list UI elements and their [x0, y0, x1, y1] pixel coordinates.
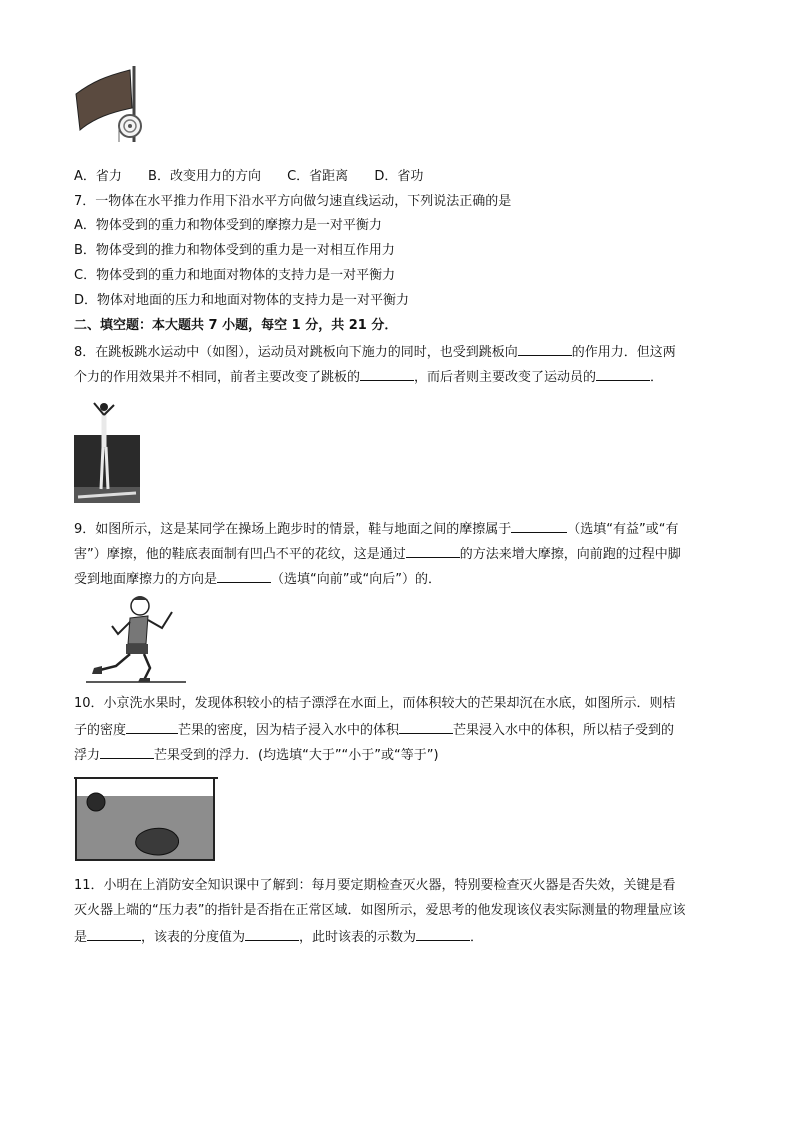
answer-blank[interactable]	[416, 926, 470, 941]
answer-blank[interactable]	[596, 366, 650, 381]
section-heading: 二、填空题：本大题共 7 小题，每空 1 分，共 21 分．	[74, 318, 398, 333]
mango	[136, 828, 179, 855]
q6-options	[74, 167, 445, 187]
q10-text: 子的密度	[74, 723, 127, 738]
q10-line-2	[74, 719, 674, 741]
q6-option-c: C．省距离	[287, 169, 349, 184]
q8-text: 个力的作用效果并不相同，前者主要改变了跳板的	[74, 370, 361, 385]
answer-blank[interactable]	[511, 518, 567, 533]
orange	[87, 793, 105, 811]
q11-text: ．	[470, 930, 484, 945]
diver-photo	[74, 397, 140, 503]
q10-line-1: 10．小京洗水果时，发现体积较小的桔子漂浮在水面上，而体积较大的芒果却沉在水底，如图所示．则桔	[74, 696, 676, 711]
q8-line-2	[74, 366, 663, 388]
q11-line-1: 11．小明在上消防安全知识课中了解到：每月要定期检查灭火器，特别要检查灭火器是否失效，关键是看	[74, 878, 676, 893]
q10-text: 浮力	[74, 748, 101, 763]
q9-line-3	[74, 568, 441, 590]
q9-text: 受到地面摩擦力的方向是	[74, 572, 218, 587]
answer-blank[interactable]	[100, 744, 154, 759]
q7-stem: 7．一物体在水平推力作用下沿水平方向做匀速直线运动，下列说法正确的是	[74, 194, 512, 209]
q8-text: ，而后者则主要改变了运动员的	[414, 370, 597, 385]
answer-blank[interactable]	[245, 926, 299, 941]
q10-text: 芒果浸入水中的体积，所以桔子受到的	[453, 723, 675, 738]
runner-figure	[86, 590, 186, 686]
q8-text: ．	[650, 370, 664, 385]
q7-option-d: D．物体对地面的压力和地面对物体的支持力是一对平衡力	[74, 293, 410, 308]
answer-blank[interactable]	[126, 719, 178, 734]
q9-text: 的方法来增大摩擦，向前跑的过程中脚	[459, 547, 681, 562]
q9-line-1	[74, 518, 679, 540]
q10-line-3	[74, 744, 439, 766]
q9-text: （选填“向前”或“向后”）的．	[271, 572, 441, 587]
answer-blank[interactable]	[87, 926, 141, 941]
answer-blank[interactable]	[399, 719, 453, 734]
answer-blank[interactable]	[217, 568, 271, 583]
q7-option-b: B．物体受到的推力和物体受到的重力是一对相互作用力	[74, 243, 395, 258]
water-tank-figure	[74, 774, 220, 864]
q11-text: 是	[74, 930, 88, 945]
flag-pulley-figure	[72, 64, 152, 144]
q9-text: 害”）摩擦，他的鞋底表面制有凹凸不平的花纹，这是通过	[74, 547, 406, 562]
q7-option-c: C．物体受到的重力和地面对物体的支持力是一对平衡力	[74, 268, 396, 283]
answer-blank[interactable]	[518, 341, 572, 356]
q9-line-2	[74, 543, 681, 565]
answer-blank[interactable]	[360, 366, 414, 381]
q11-line-3	[74, 926, 483, 948]
q11-text: ，此时该表的示数为	[299, 930, 417, 945]
q6-option-d: D．省功	[374, 169, 424, 184]
q8-text: 8．在跳板跳水运动中（如图），运动员对跳板向下施力的同时，也受到跳板向	[74, 345, 518, 360]
q9-text: 9．如图所示，这是某同学在操场上跑步时的情景，鞋与地面之间的摩擦属于	[74, 522, 512, 537]
answer-blank[interactable]	[406, 543, 460, 558]
q9-text: （选填“有益”或“有	[567, 522, 679, 537]
q11-line-2: 灭火器上端的“压力表”的指针是否指在正常区域．如图所示，爱思考的他发现该仪表实际测量的物理量应该	[74, 903, 686, 918]
q10-text: 芒果的密度，因为桔子浸入水中的体积	[178, 723, 400, 738]
q6-option-a: A．省力	[74, 169, 122, 184]
q10-text: 芒果受到的浮力．(均选填“大于”“小于”或“等于”)	[154, 748, 439, 763]
q8-line-1	[74, 341, 676, 363]
q8-text: 的作用力．但这两	[571, 345, 676, 360]
q6-option-b: B．改变用力的方向	[148, 169, 261, 184]
q11-text: ，该表的分度值为	[141, 930, 246, 945]
q7-option-a: A．物体受到的重力和物体受到的摩擦力是一对平衡力	[74, 218, 382, 233]
